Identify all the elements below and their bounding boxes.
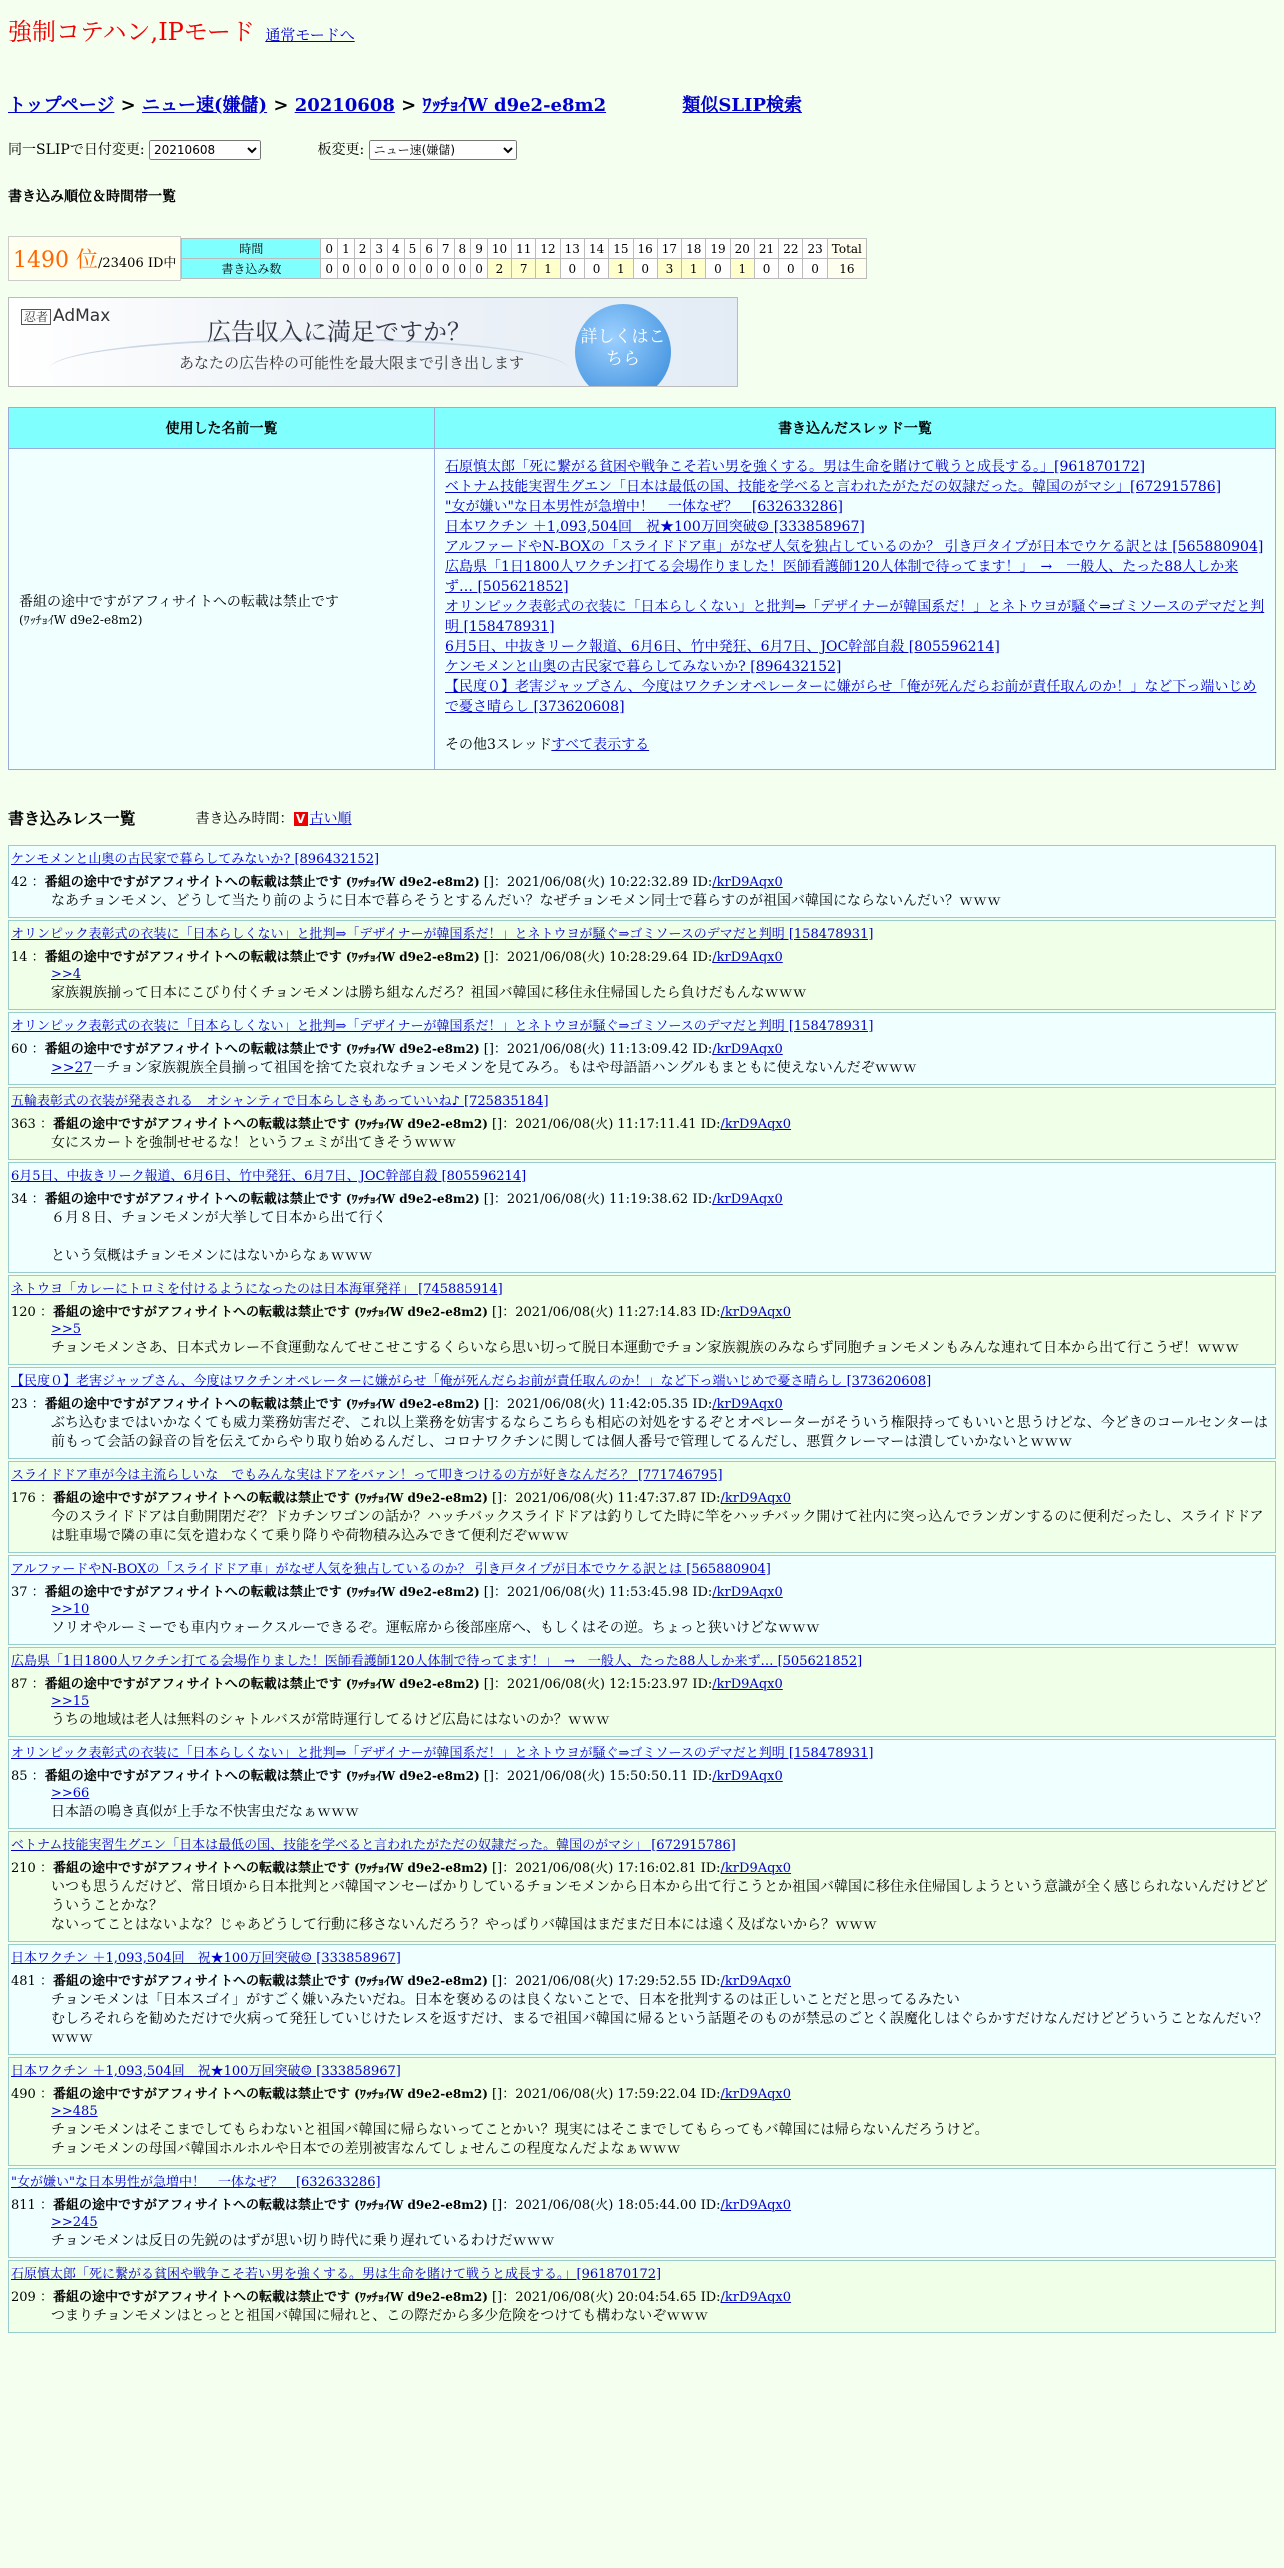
post-name: 番組の途中ですがアフィサイトへの転載は禁止です [44,1042,342,1057]
thread-link[interactable]: 石原慎太郎「死に繋がる貧困や戦争こそ若い男を強くする。男は生命を賭けて戦うと成長する。」[961870172] [445,459,1146,475]
page-header [8,12,1276,47]
post-id-link[interactable]: /krD9Aqx0 [712,1769,783,1784]
more-threads-prefix: その他3スレッド [445,737,552,753]
names-cell [9,449,435,770]
post [8,1461,1276,1553]
thread-link[interactable]: 6月5日、中抜きリーク報道、6月6日、竹中発狂、6月7日、JOC幹部自殺 [805596214] [445,639,1000,655]
post-body [51,1619,1275,1638]
post-body-text: ソリオやルーミーでも車内ウォークスルーできるぞ。運転席から後部座席へ、もしくはその逆。ちょっと狭いけどなｗｗｗ [51,1620,820,1636]
thread-link[interactable]: 【民度０】老害ジャップさん、今度はワクチンオペレーターに嫌がらせ「俺が死んだらお前が責任取んのか！」など下っ端いじめで憂さ晴らし [373620608] [445,679,1257,715]
used-name: 番組の途中ですがアフィサイトへの転載は禁止です [19,593,339,610]
post-number: 210 [11,1861,36,1876]
post [8,920,1276,1010]
post-number: 87 [11,1677,28,1692]
show-all-threads-link[interactable]: すべて表示する [551,737,650,753]
hour-cell: 2 [354,239,371,259]
more-threads [445,735,1265,755]
hour-cell: 6 [421,239,438,259]
post-meta: []：2021/06/08(火) 11:13:09.42 ID: [479,1042,713,1057]
breadcrumb [8,91,1276,117]
post-body-text: 日本語の鳴き真似が上手な不快害虫だなぁｗｗｗ [51,1804,359,1820]
post-body-text: チョンモメンは「日本スゴイ」がすごく嫌いみたいだね。日本を褒めるのは良くないことで、日本を批判するのは正しいことだと思ってるみたい むしろそれらを勧めただけで火病って発狂していじけたレスを返すだけ、まるで祖国バ韓国に帰るという話題そのものが禁忌のごとく誤魔化しはぐらかすだけなんだけどどういうことなんだい？ｗｗｗ [51,1992,1268,2046]
post-body-text: ６月８日、チョンモメンが大挙して日本から出て行く という気概はチョンモメンにはないからなぁｗｗｗ [51,1210,387,1264]
post-id-link[interactable]: /krD9Aqx0 [720,2290,792,2305]
post [8,1367,1276,1459]
post-id-link[interactable]: /krD9Aqx0 [720,2087,792,2102]
post-name: 番組の途中ですがアフィサイトへの転載は禁止です [44,1677,342,1692]
hour-cell: 17 [657,239,681,259]
post-name: 番組の途中ですがアフィサイトへの転載は禁止です [52,1861,351,1876]
post-number: 23 [11,1397,28,1412]
post-trip: (ﾜｯﾁｮｲW d9e2-e8m2) [345,1769,480,1783]
post-id-link[interactable]: /krD9Aqx0 [712,1585,783,1600]
post-id-link[interactable]: /krD9Aqx0 [712,1042,783,1057]
post [8,1275,1276,1365]
post-anchor-link[interactable]: >>485 [51,2104,98,2119]
count-cell: 0 [633,259,657,279]
thread-link[interactable]: 広島県「1日1800人ワクチン打てる会場作りました！医師看護師120人体制で待ってます！」 → 一般人、たった88人しか来ず… [505621852] [445,559,1239,595]
post-trip: (ﾜｯﾁｮｲW d9e2-e8m2) [354,2290,488,2304]
ad-banner[interactable] [8,297,738,387]
post-body [51,1508,1275,1546]
count-cell: 0 [404,259,421,279]
post-trip: (ﾜｯﾁｮｲW d9e2-e8m2) [354,1305,488,1319]
post-body [51,1134,1275,1153]
count-cell: 1 [536,259,560,279]
date-select-label: 同一SLIPで日付変更: [8,142,145,158]
total-count: 16 [827,259,866,279]
post-header: 14 ：番組の途中ですがアフィサイトへの転載は禁止です (ﾜｯﾁｮｲW d9e2-e8m2) []：2021/06/08(火) 10:28:29.64 ID:/krD9Aqx0 [11,950,783,965]
post-trip: (ﾜｯﾁｮｲW d9e2-e8m2) [354,1974,488,1988]
post [8,1012,1276,1085]
count-cell: 0 [371,259,388,279]
post-header: 210 ：番組の途中ですがアフィサイトへの転載は禁止です (ﾜｯﾁｮｲW d9e2-e8m2) []：2021/06/08(火) 17:16:02.81 ID:/krD9Aqx0 [11,1861,792,1876]
post-trip: (ﾜｯﾁｮｲW d9e2-e8m2) [354,1491,488,1505]
total-label: Total [827,239,866,259]
hour-cell: 0 [321,239,338,259]
post-body-text: つまりチョンモメンはとっとと祖国バ韓国に帰れと、この際だから多少危険をつけても構わないぞｗｗｗ [51,2308,709,2324]
post [8,1831,1276,1942]
post-thread-link[interactable]: 石原慎太郎「死に繋がる貧困や戦争こそ若い男を強くする。男は生命を賭けて戦うと成長する。」[961870172] [11,2267,662,2282]
similar-slip-search-link[interactable]: 類似SLIP検索 [682,95,803,116]
post-number: 34 [11,1192,28,1207]
post-name: 番組の途中ですがアフィサイトへの転載は禁止です [44,1769,342,1784]
post-number: 176 [11,1491,36,1506]
count-cell: 0 [779,259,803,279]
thread-link[interactable]: ベトナム技能実習生グエン「日本は最低の国、技能を学べると言われたがただの奴隷だった。韓国のがマシ」[672915786] [445,479,1222,495]
post-id-link[interactable]: /krD9Aqx0 [712,950,783,965]
post-id-link[interactable]: /krD9Aqx0 [712,1192,783,1207]
hour-cell: 19 [706,239,730,259]
rank-number: 1490 位 [13,248,98,273]
hour-cell: 8 [454,239,471,259]
post-trip: (ﾜｯﾁｮｲW d9e2-e8m2) [345,1042,480,1056]
count-cell: 0 [754,259,778,279]
ad-details-button[interactable] [575,304,671,387]
post-number: 363 [11,1117,36,1132]
names-column-header: 使用した名前一覧 [9,408,435,449]
posts-heading: 書き込みレス一覧 [8,809,136,828]
count-cell: 1 [730,259,754,279]
hour-cell: 13 [560,239,584,259]
count-cell: 0 [471,259,488,279]
hour-cell: 11 [512,239,536,259]
post-body [51,2232,1275,2251]
post-body [51,1878,1275,1935]
hour-cell: 1 [338,239,355,259]
post-meta: []：2021/06/08(火) 17:16:02.81 ID: [487,1861,721,1876]
post-body-text: チョンモメンは反日の先鋭のはずが思い切り時代に乗り遅れているわけだｗｗｗ [51,2233,555,2249]
posts-list [8,845,1276,2333]
post-anchor-link[interactable]: >>4 [51,967,82,982]
count-cell: 3 [657,259,681,279]
post-name: 番組の途中ですがアフィサイトへの転載は禁止です [44,950,342,965]
post-meta: []：2021/06/08(火) 11:47:37.87 ID: [487,1491,721,1506]
count-cell: 0 [454,259,471,279]
post-name: 番組の途中ですがアフィサイトへの転載は禁止です [44,1585,342,1600]
post-body [51,1414,1275,1452]
post-id-link[interactable]: /krD9Aqx0 [720,1861,792,1876]
post-name: 番組の途中ですがアフィサイトへの転載は禁止です [52,1117,351,1132]
post-body-text: 女にスカートを強制せせるな！というフェミが出てきそうｗｗｗ [51,1135,457,1151]
count-cell: 0 [338,259,355,279]
sort-oldest-link[interactable]: 古い順 [309,810,352,827]
ad-button-label: 詳しくはこちら [580,327,666,369]
post-number: 37 [11,1585,28,1600]
hour-cell: 4 [387,239,404,259]
ad-logo-badge: 忍者 [21,309,51,325]
post-number: 481 [11,1974,36,1989]
hour-cell: 3 [371,239,388,259]
post-thread-link[interactable]: ネトウヨ「カレーにトロミを付けるようになったのは日本海軍発祥」 [745885914] [11,1282,503,1297]
post-id-link[interactable]: /krD9Aqx0 [712,1677,783,1692]
post [8,1087,1276,1160]
ad-headline: 広告収入に満足ですか？ [207,318,471,346]
post-thread-link[interactable]: "女が嫌い"な日本男性が急増中！ 一体なぜ？ [632633286] [11,2175,381,2190]
post-header: 23 ：番組の途中ですがアフィサイトへの転載は禁止です (ﾜｯﾁｮｲW d9e2-e8m2) []：2021/06/08(火) 11:42:05.35 ID:/krD9Aqx0 [11,1397,783,1412]
counts-row [182,259,866,279]
post-number: 14 [11,950,28,965]
hour-cell: 23 [803,239,827,259]
hour-cell: 21 [754,239,778,259]
post-id-link[interactable]: /krD9Aqx0 [712,1397,783,1412]
post-header: 811 ：番組の途中ですがアフィサイトへの転載は禁止です (ﾜｯﾁｮｲW d9e2-e8m2) []：2021/06/08(火) 18:05:44.00 ID:/krD9Aqx0 [11,2198,792,2213]
count-cell: 2 [487,259,511,279]
thread-link[interactable]: アルファードやN-BOXの「スライドドア車」がなぜ人気を独占しているのか？ 引き戸タイプが日本でウケる訳とは [565880904] [445,539,1264,555]
post-body [51,2121,1275,2159]
post-meta: []：2021/06/08(火) 10:22:32.89 ID: [479,875,713,890]
hourly-table [181,238,866,279]
post-header: 87 ：番組の途中ですがアフィサイトへの転載は禁止です (ﾜｯﾁｮｲW d9e2-e8m2) []：2021/06/08(火) 12:15:23.97 ID:/krD9Aqx0 [11,1677,783,1692]
time-label: 時間 [182,239,321,259]
thread-link[interactable]: 日本ワクチン ＋1,093,504回 祝★100万回突破☺ [333858967] [445,519,865,535]
post-header: 37 ：番組の途中ですがアフィサイトへの転載は禁止です (ﾜｯﾁｮｲW d9e2-e8m2) []：2021/06/08(火) 11:53:45.98 ID:/krD9Aqx0 [11,1585,783,1600]
post-thread-link[interactable]: 広島県「1日1800人ワクチン打てる会場作りました！医師看護師120人体制で待ってます！」 → 一般人、たった88人しか来ず… [505621852] [11,1654,863,1669]
summary-table [8,407,1276,770]
post-body [51,1711,1275,1730]
site-title: 強制コテハン,IPモード [8,18,255,46]
post-body-text: 家族親族揃って日本にこびり付くチョンモメンは勝ち組なんだろ？祖国バ韓国に移住永住帰国したら負けだもんなｗｗｗ [51,985,807,1001]
breadcrumb-board[interactable]: ニュー速(嫌儲) [142,95,268,116]
count-cell: 0 [354,259,371,279]
post [8,2057,1276,2166]
breadcrumb-date[interactable]: 20210608 [294,95,395,116]
post-name: 番組の途中ですがアフィサイトへの転載は禁止です [52,1305,351,1320]
count-cell: 0 [560,259,584,279]
post [8,2168,1276,2258]
post-thread-link[interactable]: ケンモメンと山奥の古民家で暮らしてみないか? [896432152] [11,852,380,867]
post-header: 85 ：番組の途中ですがアフィサイトへの転載は禁止です (ﾜｯﾁｮｲW d9e2-e8m2) []：2021/06/08(火) 15:50:50.11 ID:/krD9Aqx0 [11,1769,783,1784]
board-select-label: 板変更: [317,142,365,158]
post-header: 34 ：番組の途中ですがアフィサイトへの転載は禁止です (ﾜｯﾁｮｲW d9e2-e8m2) []：2021/06/08(火) 11:19:38.62 ID:/krD9Aqx0 [11,1192,783,1207]
post-body-text: いつも思うんだけど、常日頃から日本批判とバ韓国マンセーばかりしているチョンモメンから日本から出て行こうとか祖国バ韓国に移住永住帰国しようという意識が全く感じられないんだけどどういうことかな？ ないってことはないよな？じゃあどうして行動に移さないんだろう？やっぱりバ韓国はまだまだ日本には遠く及ばないから？ｗｗｗ [51,1879,1269,1933]
ranking-row [8,236,1276,281]
post-anchor-link[interactable]: >>27 [51,1060,93,1076]
hour-cell: 15 [609,239,633,259]
post-thread-link[interactable]: 日本ワクチン ＋1,093,504回 祝★100万回突破☺ [333858967] [11,2064,401,2079]
count-cell: 0 [803,259,827,279]
post-anchor-link[interactable]: >>10 [51,1602,90,1617]
post-name: 番組の途中ですがアフィサイトへの転載は禁止です [44,875,342,890]
sort-order [196,808,352,828]
post-id-link[interactable]: /krD9Aqx0 [720,1974,792,1989]
post-trip: (ﾜｯﾁｮｲW d9e2-e8m2) [345,1192,480,1206]
post-id-link[interactable]: /krD9Aqx0 [720,1491,792,1506]
threads-cell [435,449,1276,770]
ad-logo: 忍者 AdMax [21,306,110,326]
thread-link[interactable]: オリンピック表彰式の衣装に「日本らしくない」と批判⇒「デザイナーが韓国系だ！」とネトウヨが騒ぐ⇒ゴミソースのデマだと判明 [158478931] [445,599,1265,635]
post-thread-link[interactable]: オリンピック表彰式の衣装に「日本らしくない」と批判⇒「デザイナーが韓国系だ！」とネトウヨが騒ぐ⇒ゴミソースのデマだと判明 [158478931] [11,1746,874,1761]
count-cell: 0 [706,259,730,279]
count-cell: 0 [387,259,404,279]
post-body-text: 今のスライドドアは自動開閉だぞ？ドカチンワゴンの話か？ハッチバックスライドドアは釣りしてた時に竿をハッチバック開けて社内に突っ込んでランガンするのに便利だったし、スライドドアは駐車場で隣の車に気を遣わなくて乗り降りや荷物積み込みできて便利だぞｗｗｗ [51,1509,1264,1544]
post-trip: (ﾜｯﾁｮｲW d9e2-e8m2) [345,950,480,964]
post-header: 209 ：番組の途中ですがアフィサイトへの転載は禁止です (ﾜｯﾁｮｲW d9e2-e8m2) []：2021/06/08(火) 20:04:54.65 ID:/krD9Aqx0 [11,2290,792,2305]
post-id-link[interactable]: /krD9Aqx0 [712,875,783,890]
post-name: 番組の途中ですがアフィサイトへの転載は禁止です [52,2290,351,2305]
post [8,1162,1276,1273]
hour-cell: 10 [487,239,511,259]
post-body [51,1803,1275,1822]
post-thread-link[interactable]: 日本ワクチン ＋1,093,504回 祝★100万回突破☺ [333858967] [11,1951,401,1966]
post [8,845,1276,918]
threads-column-header: 書き込んだスレッド一覧 [435,408,1276,449]
post-body [51,1991,1275,2048]
post-body-text: ぶち込むまではいかなくても威力業務妨害だぞ、これ以上業務を妨害するならこちらも相応の対処をするぞとオペレーターがそういう権限持ってもいいと思うけどな、今どきのコールセンターは前もって会話の録音の旨を伝えてからやり取り始めるんだし、コロナワクチンに関しては個人番号で管理してるんだし、悪質クレーマーは潰していかないとｗｗｗ [51,1415,1268,1450]
post-body [51,892,1275,911]
hour-cell: 14 [584,239,608,259]
count-cell: 1 [609,259,633,279]
normal-mode-link[interactable]: 通常モードへ [265,26,355,44]
post-number: 85 [11,1769,28,1784]
sort-order-label: 書き込み時間： [195,810,294,827]
post-trip: (ﾜｯﾁｮｲW d9e2-e8m2) [345,875,480,889]
post [8,1647,1276,1737]
post-number: 42 [11,875,28,890]
post-number: 811 [11,2198,36,2213]
breadcrumb-sep: > [114,95,143,116]
post-trip: (ﾜｯﾁｮｲW d9e2-e8m2) [354,2087,488,2101]
count-cell: 7 [512,259,536,279]
post-number: 60 [11,1042,28,1057]
post-anchor-link[interactable]: >>245 [51,2215,98,2230]
post-thread-link[interactable]: 6月5日、中抜きリーク報道、6月6日、竹中発狂、6月7日、JOC幹部自殺 [805596214] [11,1169,527,1184]
post-name: 番組の途中ですがアフィサイトへの転載は禁止です [44,1397,342,1412]
post-body-text: チョンモメンはそこまでしてもらわないと祖国バ韓国に帰らないってことかい？現実にはそこまでしてもらってもバ韓国には帰らないんだろうけど。 チョンモメンの母国バ韓国ホルホルや日本での差別被害なんてしょせんこの程度なんだよなぁｗｗｗ [51,2122,989,2157]
post-meta: []：2021/06/08(火) 11:19:38.62 ID: [479,1192,713,1207]
hour-cell: 9 [471,239,488,259]
post-meta: []：2021/06/08(火) 10:28:29.64 ID: [479,950,713,965]
post-header: 42 ：番組の途中ですがアフィサイトへの転載は禁止です (ﾜｯﾁｮｲW d9e2-e8m2) []：2021/06/08(火) 10:22:32.89 ID:/krD9Aqx0 [11,875,783,890]
hour-cell: 12 [536,239,560,259]
post [8,1555,1276,1645]
post-meta: []：2021/06/08(火) 17:59:22.04 ID: [487,2087,721,2102]
post-body [51,2307,1275,2326]
post-thread-link[interactable]: オリンピック表彰式の衣装に「日本らしくない」と批判⇒「デザイナーが韓国系だ！」とネトウヨが騒ぐ⇒ゴミソースのデマだと判明 [158478931] [11,927,874,942]
post-body [51,1339,1275,1358]
post-meta: []：2021/06/08(火) 11:27:14.83 ID: [487,1305,721,1320]
post-meta: []：2021/06/08(火) 20:04:54.65 ID: [487,2290,721,2305]
post-name: 番組の途中ですがアフィサイトへの転載は禁止です [52,2198,351,2213]
post-name: 番組の途中ですがアフィサイトへの転載は禁止です [52,2087,351,2102]
post-trip: (ﾜｯﾁｮｲW d9e2-e8m2) [354,2198,488,2212]
hour-cell: 18 [682,239,706,259]
rank-total: /23406 ID中 [97,256,177,271]
breadcrumb-id[interactable]: ﾜｯﾁｮｲW d9e2-e8m2 [422,95,607,116]
count-cell: 0 [321,259,338,279]
post-header: 481 ：番組の途中ですがアフィサイトへの転載は禁止です (ﾜｯﾁｮｲW d9e2-e8m2) []：2021/06/08(火) 17:29:52.55 ID:/krD9Aqx0 [11,1974,792,1989]
post-trip: (ﾜｯﾁｮｲW d9e2-e8m2) [345,1397,480,1411]
post-thread-link[interactable]: スライドドア車が今は主流らしいな でもみんな実はドアをバァン！って叩きつけるの方が好きなんだろ？ [771746795] [11,1468,723,1483]
selectors [8,139,1276,160]
count-cell: 0 [421,259,438,279]
post-meta: []：2021/06/08(火) 11:42:05.35 ID: [479,1397,713,1412]
post-body [51,984,1275,1003]
ranking-heading: 書き込み順位＆時間帯一覧 [8,189,176,205]
post-meta: []：2021/06/08(火) 11:53:45.98 ID: [479,1585,713,1600]
hour-cell: 20 [730,239,754,259]
post-trip: (ﾜｯﾁｮｲW d9e2-e8m2) [345,1585,480,1599]
post-meta: []：2021/06/08(火) 11:17:11.41 ID: [487,1117,721,1132]
post-header: 120 ：番組の途中ですがアフィサイトへの転載は禁止です (ﾜｯﾁｮｲW d9e2-e8m2) []：2021/06/08(火) 11:27:14.83 ID:/krD9Aqx0 [11,1305,792,1320]
post-body-text: チョンモメンさあ、日本式カレー不食運動なんてせこせこするくらいなら思い切って脱日本運動でチョン家族親族のみならず同胞チョンモメンもみんな連れて日本から出て行こうぜ！ｗｗｗ [51,1340,1240,1356]
breadcrumb-sep: > [267,95,295,116]
used-trip: (ﾜｯﾁｮｲW d9e2-e8m2) [19,612,143,627]
post-header: 60 ：番組の途中ですがアフィサイトへの転載は禁止です (ﾜｯﾁｮｲW d9e2-e8m2) []：2021/06/08(火) 11:13:09.42 ID:/krD9Aqx0 [11,1042,783,1057]
post-meta: []：2021/06/08(火) 12:15:23.97 ID: [479,1677,713,1692]
thread-link[interactable]: ケンモメンと山奥の古民家で暮らしてみないか? [896432152] [445,659,842,675]
hour-cell: 5 [404,239,421,259]
count-label: 書き込み数 [182,259,321,279]
post [8,1944,1276,2055]
post-number: 490 [11,2087,36,2102]
post-thread-link[interactable]: オリンピック表彰式の衣装に「日本らしくない」と批判⇒「デザイナーが韓国系だ！」とネトウヨが騒ぐ⇒ゴミソースのデマだと判明 [158478931] [11,1019,874,1034]
post-header: 490 ：番組の途中ですがアフィサイトへの転載は禁止です (ﾜｯﾁｮｲW d9e2-e8m2) []：2021/06/08(火) 17:59:22.04 ID:/krD9Aqx0 [11,2087,792,2102]
post-trip: (ﾜｯﾁｮｲW d9e2-e8m2) [354,1117,488,1131]
breadcrumb-top[interactable]: トップページ [8,95,115,116]
post-body-text: うちの地域は老人は無料のシャトルバスが常時運行してるけど広島にはないのか？ｗｗｗ [51,1712,610,1728]
thread-list [445,457,1265,717]
post-id-link[interactable]: /krD9Aqx0 [720,1305,792,1320]
post-thread-link[interactable]: ベトナム技能実習生グエン「日本は最低の国、技能を学べると言われたがただの奴隷だった。韓国のがマシ」 [672915786] [11,1838,736,1853]
post-header: 363 ：番組の途中ですがアフィサイトへの転載は禁止です (ﾜｯﾁｮｲW d9e2-e8m2) []：2021/06/08(火) 11:17:11.41 ID:/krD9Aqx0 [11,1117,792,1132]
post-number: 120 [11,1305,36,1320]
breadcrumb-sep: > [394,95,423,116]
post-thread-link[interactable]: 五輪表彰式の衣装が発表される オシャンティで日本らしさもあっていいね♪ [725835184] [11,1094,549,1109]
count-cell: 0 [437,259,454,279]
post-id-link[interactable]: /krD9Aqx0 [720,2198,792,2213]
post-anchor-link[interactable]: >>66 [51,1786,90,1801]
post-name: 番組の途中ですがアフィサイトへの転載は禁止です [52,1974,351,1989]
post-trip: (ﾜｯﾁｮｲW d9e2-e8m2) [345,1677,480,1691]
count-cell: 1 [682,259,706,279]
post-name: 番組の途中ですがアフィサイトへの転載は禁止です [52,1491,351,1506]
rank-box [8,236,181,281]
hour-cell: 16 [633,239,657,259]
post-number: 209 [11,2290,36,2305]
hours-row [182,239,866,259]
post-body-text: －チョン家族親族全員揃って祖国を捨てた哀れなチョンモメンを見てみろ。もはや母語語ハングルもまともに使えないんだぞｗｗｗ [92,1060,917,1076]
hour-cell: 22 [779,239,803,259]
post-body [51,1209,1275,1266]
post-body-text: なあチョンモメン、どうして当たり前のように日本で暮らそうとするんだい？なぜチョンモメン同士で暮らすのが祖国バ韓国にならないんだい？ｗｗｗ [51,893,1002,909]
sort-v-icon: V [294,812,308,826]
post-id-link[interactable]: /krD9Aqx0 [720,1117,792,1132]
board-select[interactable] [369,140,517,160]
post-trip: (ﾜｯﾁｮｲW d9e2-e8m2) [354,1861,488,1875]
ad-subtext: あなたの広告枠の可能性を最大限まで引き出します [179,354,525,372]
post-anchor-link[interactable]: >>5 [51,1322,82,1337]
post-meta: []：2021/06/08(火) 15:50:50.11 ID: [479,1769,713,1784]
post-thread-link[interactable]: 【民度０】老害ジャップさん、今度はワクチンオペレーターに嫌がらせ「俺が死んだらお前が責任取んのか！」など下っ端いじめで憂さ晴らし [373620608] [11,1374,932,1389]
count-cell: 0 [584,259,608,279]
posts-heading-row [8,806,1276,829]
hour-cell: 7 [437,239,454,259]
thread-link[interactable]: "女が嫌い"な日本男性が急増中！ 一体なぜ？ [632633286] [445,499,843,515]
post-meta: []：2021/06/08(火) 17:29:52.55 ID: [487,1974,721,1989]
post [8,1739,1276,1829]
post-name: 番組の途中ですがアフィサイトへの転載は禁止です [44,1192,342,1207]
post-header: 176 ：番組の途中ですがアフィサイトへの転載は禁止です (ﾜｯﾁｮｲW d9e2-e8m2) []：2021/06/08(火) 11:47:37.87 ID:/krD9Aqx0 [11,1491,792,1506]
post-thread-link[interactable]: アルファードやN-BOXの「スライドドア車」がなぜ人気を独占しているのか？ 引き戸タイプが日本でウケる訳とは [565880904] [11,1562,771,1577]
post [8,2260,1276,2333]
post-body [51,1059,1275,1078]
date-select[interactable] [149,140,261,160]
post-anchor-link[interactable]: >>15 [51,1694,90,1709]
post-meta: []：2021/06/08(火) 18:05:44.00 ID: [487,2198,721,2213]
